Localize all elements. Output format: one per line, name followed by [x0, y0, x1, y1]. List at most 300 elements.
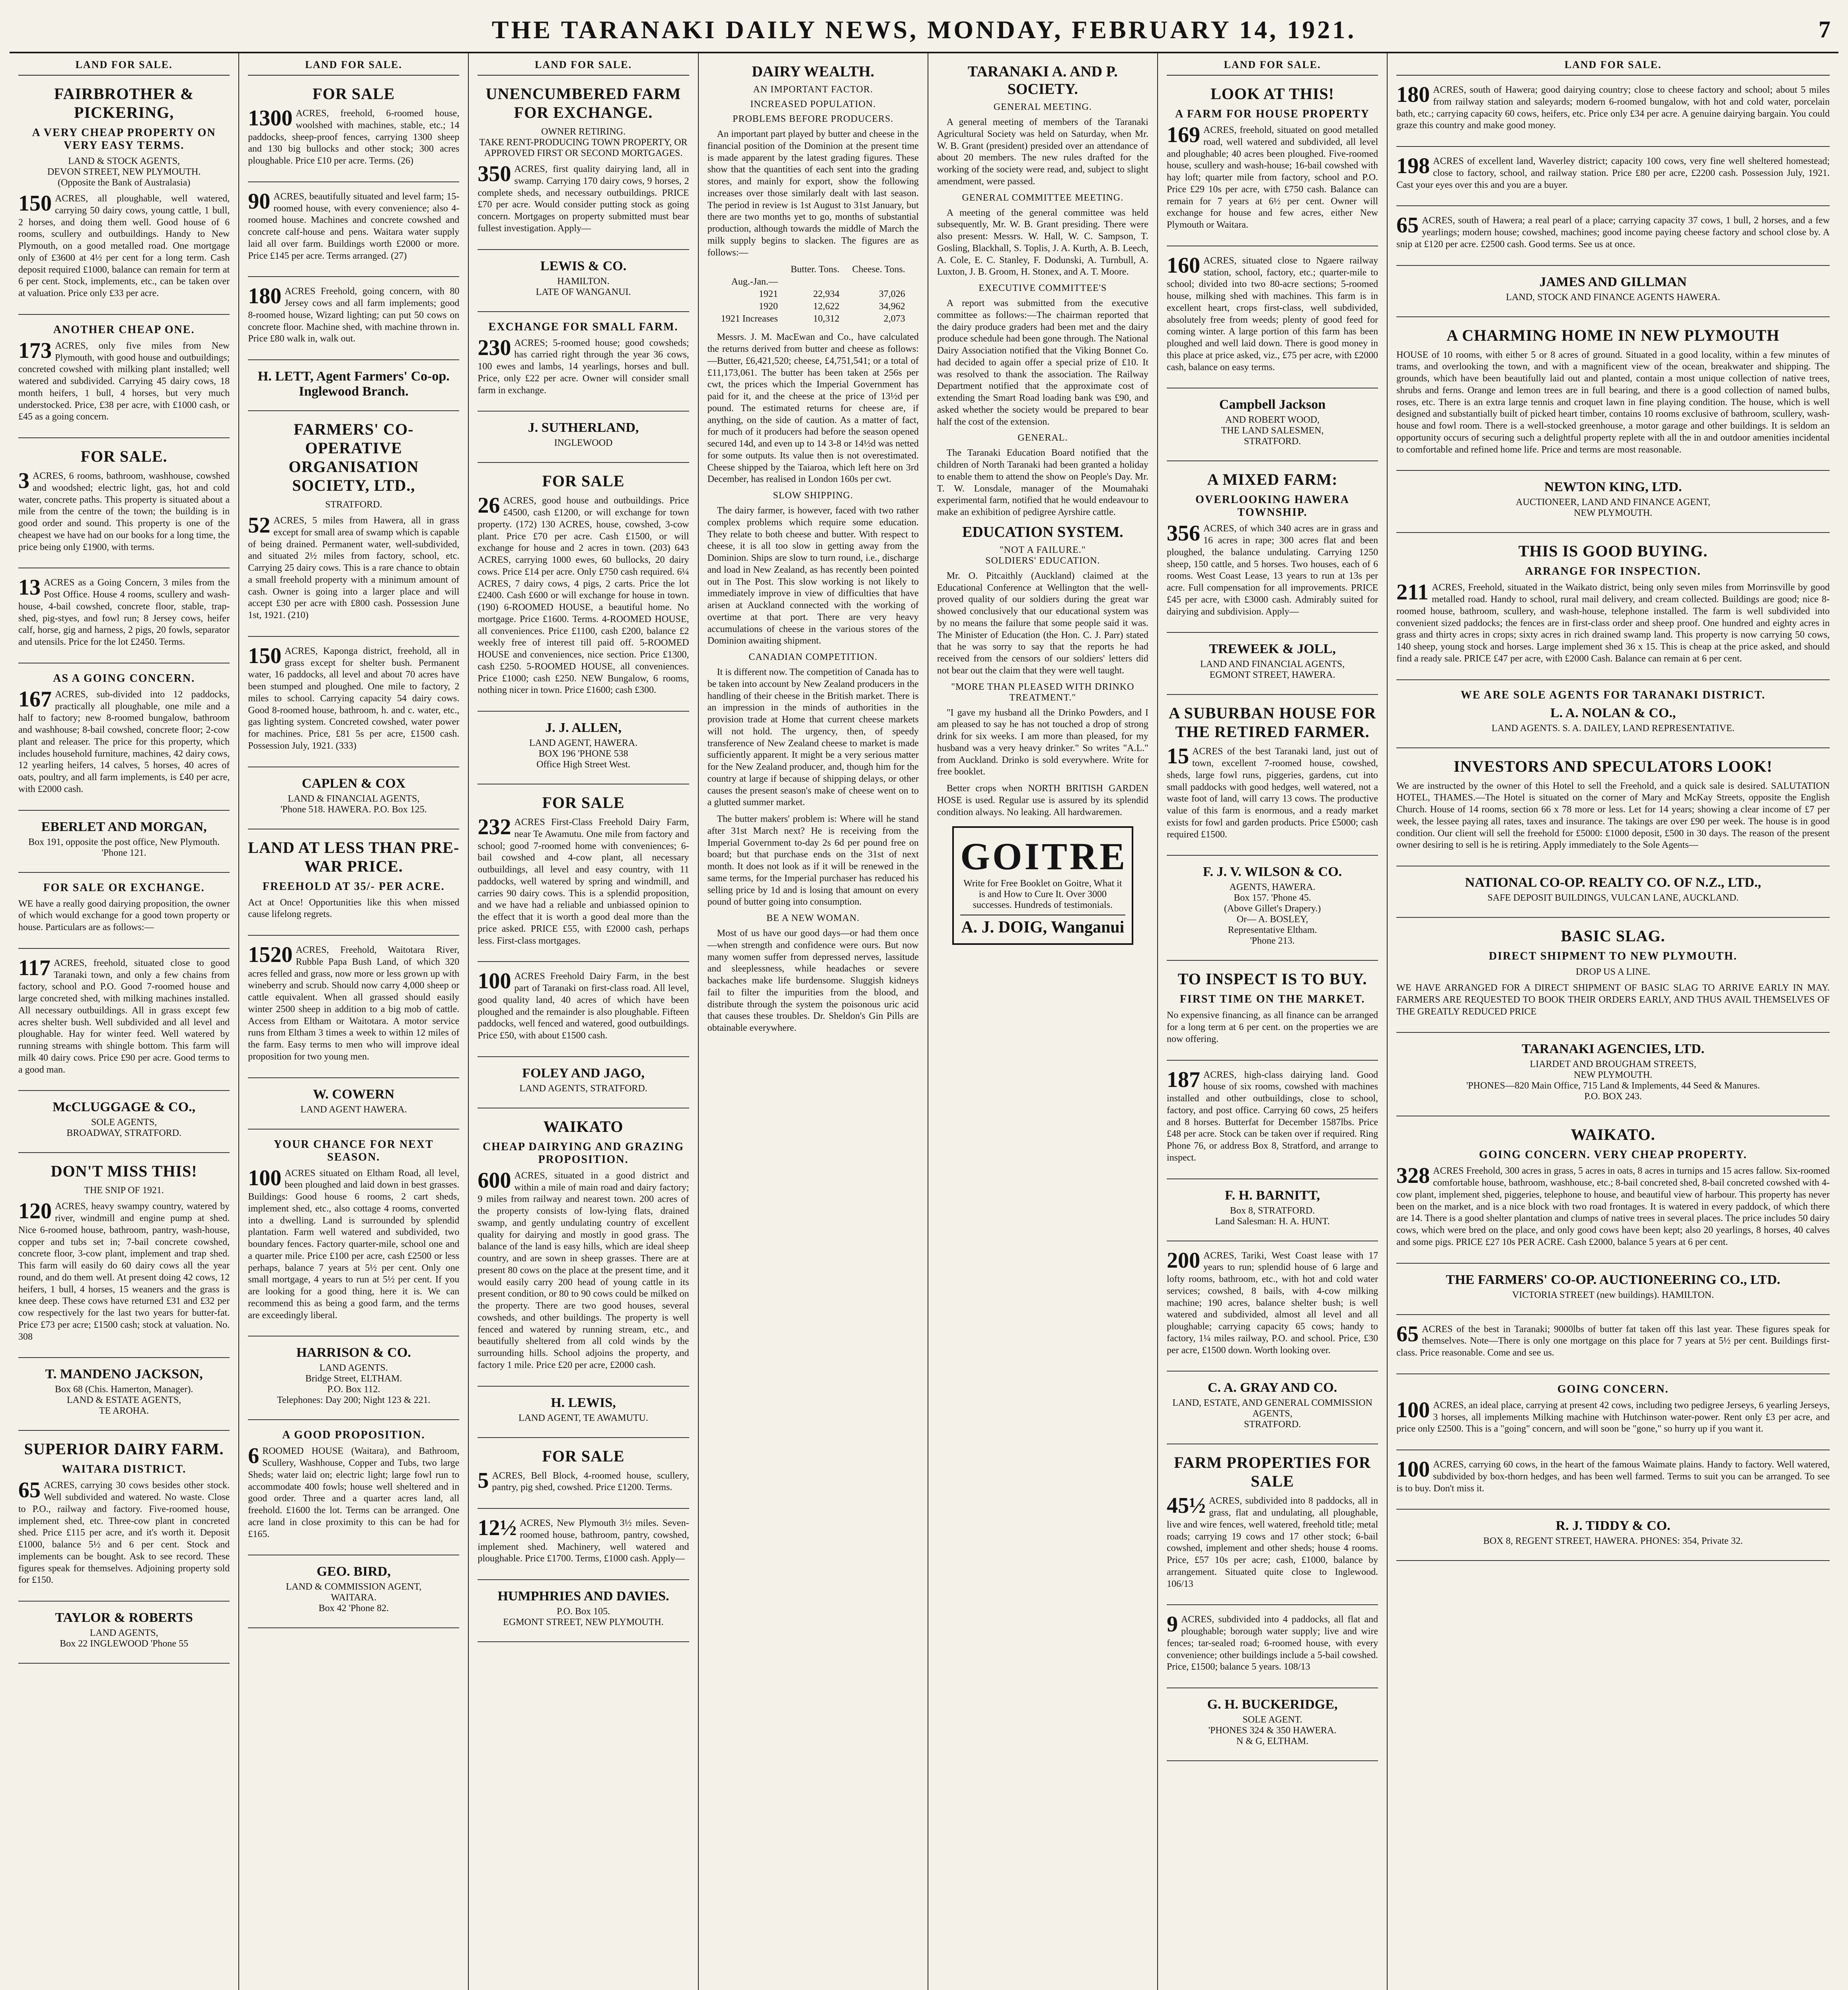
article-paragraph: It is different now. The competition of Canada has to be taken into account by New Zealand producers in the handling of their cheese in the British market. There is an impression in the minds of authorities in the provision trade at Home that current cheese markets will not hold. The urgency, then, of speedy transference of New Zealand cheese to market is made sufficiently apparent. It might be a very serious matter for the New Zealand producer, and, though him for the country at large if because of shipping delays, or other causes the present season's make of cheese went on to a glutted summer market.	[707, 667, 919, 808]
advertisement	[478, 720, 689, 784]
article-paragraph: An important part played by butter and cheese in the financial position of the Dominion at the present time is made apparent by the latest grading figures. These show that the quantities of each sent into the grading stores, and mainly for export, show the following increases over those similarly dealt with last season. The period in review is 1st August to 31st January, but there are two months yet to go, months of substantial production, although towards the middle of March the milk supply begins to slacken. The figures are as follows:—	[707, 129, 919, 258]
table-cell: 34,962	[879, 301, 905, 312]
article-subhead: PROBLEMS BEFORE PRODUCERS.	[733, 114, 894, 124]
masthead-title: THE TARANAKI DAILY NEWS, MONDAY, FEBRUARY 14, 1921.	[491, 16, 1357, 44]
ad-text: ACRES, south of Hawera; a real pearl of a place; carrying capacity 37 cows, 1 bull, 2 horses, and a few yearlings; modern house; cowshed, machines; good income paying cheese factory and school close by. A snip at £120 per acre. £2500 cash. Good terms. See us at once.	[1396, 215, 1830, 250]
agent-details: LAND & FINANCIAL AGENTS, 'Phone 518. HAWERA. P.O. Box 125.	[280, 793, 427, 815]
agent-details: Box 191, opposite the post office, New Plymouth. 'Phone 121.	[28, 837, 220, 858]
agent-name: HUMPHRIES AND DAVIES.	[497, 1589, 669, 1604]
ad-text: HOUSE of 10 rooms, with either 5 or 8 acres of ground. Situated in a good locality, within a few minutes of trams, and overlooking the town, and with a magnificent view of the ocean, breakwater and shipping. The grounds, which have been beautifully laid out and planted, contain a most unique collection of native trees, shrubs and ferns. Orange and lemon trees are in full bearing, and there is a good collection of named bulbs, roses, etc. There is an extra large tennis and croquet lawn in fine playing condition. The house, which is well designed and substantially built of picked heart timber, contains 10 rooms exclusive of bathroom, scullery, wash-house and fowl room. There is a well-stocked greenhouse, a motor garage and other buildings. It is seldom an opportunity occurs of securing such a delightful property replete with all the in and outdoor amenities incidental to comfortable and refined home life. Price and terms are most reasonable.	[1396, 349, 1830, 455]
advertisement	[1167, 864, 1378, 961]
acreage-figure: 600	[478, 1168, 511, 1193]
table-cell: 10,312	[813, 314, 840, 324]
agent-details: LAND, ESTATE, AND GENERAL COMMISSION AGENTS, STRATFORD.	[1172, 1398, 1372, 1430]
agent-name: H. LEWIS,	[551, 1395, 616, 1410]
table-cell: 22,934	[813, 289, 840, 300]
ad-body	[478, 817, 689, 947]
agent-details: LAND AGENTS. Bridge Street, ELTHAM. P.O. Box 112. Telephones: Day 200; Night 123 & 221.	[277, 1363, 431, 1406]
ad-body	[248, 643, 460, 752]
ad-title: FOR SALE	[542, 794, 625, 812]
acreage-figure: 5	[478, 1468, 489, 1493]
ad-body	[1167, 523, 1378, 618]
goitre-line: Write for Free Booklet on Goitre, What it is and How to Cure It. Over 3000 successes. Hundreds of testimonials.	[963, 878, 1122, 911]
acreage-figure: 150	[18, 191, 52, 216]
article-subhead: SLOW SHIPPING.	[773, 490, 853, 501]
agent-details: LAND & COMMISSION AGENT, WAITARA. Box 42 'Phone 82.	[286, 1582, 422, 1614]
agent-name: Campbell Jackson	[1219, 397, 1326, 412]
article-subhead: "MORE THAN PLEASED WITH DRINKO TREATMENT."	[951, 681, 1135, 703]
ad-headline: WAITARA DISTRICT.	[62, 1463, 187, 1476]
agent-details: SOLE AGENTS, BROADWAY, STRATFORD.	[66, 1117, 181, 1139]
article-subhead: BE A NEW WOMAN.	[766, 913, 860, 923]
advertisement	[478, 472, 689, 712]
agent-details: LAND AGENT HAWERA.	[300, 1104, 407, 1115]
ad-headline: GOING CONCERN.	[1557, 1383, 1669, 1395]
ad-headline: A GOOD PROPOSITION.	[282, 1429, 425, 1442]
ad-headline: A FARM FOR HOUSE PROPERTY	[1175, 108, 1370, 120]
ad-text: ACRES; 5-roomed house; good cowsheds; has carried right through the year 36 cows, 100 ewes and lambs, 14 yearlings, horses and bull. Price, only £22 per acre. Owner will consider small farm in exchange.	[478, 338, 689, 396]
acreage-figure: 150	[248, 643, 282, 668]
ad-body	[18, 1201, 230, 1343]
acreage-figure: 9	[1166, 1612, 1178, 1637]
acreage-figure: 15	[1166, 744, 1189, 769]
article-paragraph: Messrs. J. M. MacEwan and Co., have calculated the returns derived from butter and cheese as follows:—Butter, £6,421,520; cheese, £4,751,541; or a total of £11,173,061. The butter has been taken at 256s per cwt, the prices which the Imperial Government has paid for it, and the cheese at the price of 13½d per pound. The estimated returns for cheese are, if anything, on the side of caution. As a matter of fact, for much of it producers had before the season opened secured 14d, and even up to 14 3-8 or 14½d was netted for some outputs. Its value then is not overestimated. Cheese shipped by the Taiaroa, which left here on 3rd December, has realised in London 160s per cwt.	[707, 332, 919, 485]
ad-text: ACRES as a Going Concern, 3 miles from the Post Office. House 4 rooms, scullery and wash-house, 4-bail cowshed, concrete floor, stable, trap-shed, pig-styes, and fowl run; 8 Jersey cows, heifer calf, horse, gig and harness, 2 pigs, 20 fowls, separator and utensils. Price for the lot £2450. Terms.	[18, 577, 230, 647]
ad-title: FAIRBROTHER & PICKERING,	[54, 85, 194, 121]
ad-body	[18, 898, 230, 934]
advertisement	[1396, 1459, 1830, 1510]
article-paragraph: A report was submitted from the executive committee as follows:—The chairman reported that the dairy produce graders had been met and the dairy produce schedule had been gone through. The National Dairy Association notified that the Viking Bonnet Co. had decided to again offer a special prize of £10. It was resolved to thank the association. The Railway Department notified that the approximate cost of extending the Smart Road loading bank was £90, and asked whether the society would be prepared to bear half the cost of the extension.	[937, 298, 1148, 427]
article-subhead: INCREASED POPULATION.	[750, 99, 876, 109]
advertisement	[1396, 1042, 1830, 1116]
table-cell: Aug.-Jan.—	[731, 277, 778, 287]
acreage-figure: 6	[248, 1444, 259, 1469]
column-2	[239, 53, 469, 1990]
ad-text: ACRES, freehold, 6-roomed house, woolshed with machines, stable, etc.; 14 paddocks, sheep-proof fences, carrying 1300 sheep and 130 big bullocks and other stock; 300 acres ploughable. Price £10 per acre. Terms. (26)	[248, 108, 460, 166]
advertisement	[1167, 1380, 1378, 1444]
table-header: Cheese. Tons.	[852, 264, 905, 275]
ad-title: LAND AT LESS THAN PRE-WAR PRICE.	[248, 838, 460, 875]
agent-details: P.O. Box 105. EGMONT STREET, NEW PLYMOUTH.	[503, 1606, 664, 1627]
ad-body	[1167, 1614, 1378, 1673]
agent-details: SOLE AGENT. 'PHONES 324 & 350 HAWERA. N & G, ELTHAM.	[1208, 1715, 1337, 1746]
acreage-figure: 3	[18, 468, 29, 493]
ad-body	[18, 193, 230, 300]
ad-body	[248, 108, 459, 167]
ad-headline: ARRANGE FOR INSPECTION.	[1525, 565, 1701, 578]
acreage-figure: 1520	[248, 942, 293, 967]
ad-body	[1396, 982, 1830, 1018]
advertisement	[1396, 927, 1830, 1033]
agent-name: J. SUTHERLAND,	[528, 420, 639, 435]
advertisement	[1396, 1383, 1830, 1450]
agent-details: LIARDET AND BROUGHAM STREETS, NEW PLYMOUTH. 'PHONES—820 Main Office, 715 Land & Implements, 44 Seed & Manures. P.O. BOX 243.	[1466, 1059, 1760, 1102]
advertisement	[18, 1100, 230, 1153]
ad-text: ACRES situated on Eltham Road, all level, been ploughed and laid down in best grasses. Buildings: Good house 6 rooms, 2 cart sheds, implement shed, etc., also cottage 4 rooms, converted into a dwelling. Land is surrounded by splendid plantation. Farm well watered and subdivided, two boundary fences. Factory quarter-mile, school one and a quarter mile. Price £100 per acre, cash £2500 or less perhaps, balance 7 years at 5½ per cent. Only one small mortgage, 4 years to run at 5½ per cent. If you are looking for a good thing, here it is. We can recommend this as being a good farm, and the terms are exceedingly liberal.	[248, 1168, 460, 1321]
acreage-figure: 120	[18, 1199, 52, 1224]
ad-text: ACRES, an ideal place, carrying at present 42 cows, including two pedigree Jerseys, 6 yearling Jerseys, 3 horses, all implements Milking machine with Hutchinson water-power. Rent only £3 per acre, and price only £2500. This is a "going" concern, and will soon be "gone," so hurry up if you want it.	[1396, 1400, 1830, 1434]
agent-name: TREWEEK & JOLL,	[1209, 642, 1336, 657]
table-row	[715, 276, 912, 288]
section-heading: LAND FOR SALE.	[18, 59, 230, 76]
advertisement	[1396, 875, 1830, 918]
agent-details: VICTORIA STREET (new buildings). HAMILTON.	[1512, 1290, 1714, 1300]
agent-name: G. H. BUCKERIDGE,	[1207, 1697, 1338, 1712]
ad-text: ACRES, good house and outbuildings. Price £4500, cash £1200, or will exchange for town property. (172) 130 ACRES, house, cowshed, 3-cow plant. Price £70 per acre. Cash £1500, or will exchange for house and 2 acres in town. (203) 643 ACRES, carrying 1000 ewes, 60 bullocks, 20 dairy cows. Price £14 per acre. Only £750 cash required. 6¼ ACRES, 7 dairy cows, 4 pigs, 2 carts. Price the lot £2400. Cash £600 or will exchange for house in town. (190) 6-ROOMED HOUSE, a beautiful home. No mortgage. Price £1600. Terms. 4-ROOMED HOUSE, all conveniences. Price £1100, cash £200, balance £2 weekly free of interest till paid off. 5-ROOMED HOUSE and conveniences, nice section. Price £1300, cash £250. 5-ROOMED HOUSE, all conveniences. Price £1000; cash £250. NEW Bungalow, 6 rooms, nothing nicer in town. Price £1600; cash £300.	[478, 496, 689, 696]
advertisement	[18, 955, 230, 1091]
agent-name: F. J. V. WILSON & CO.	[1203, 864, 1342, 880]
agent-details: AUCTIONEER, LAND AND FINANCE AGENT, NEW PLYMOUTH.	[1516, 497, 1711, 519]
acreage-figure: 211	[1396, 580, 1429, 605]
ad-text: ACRES, beautifully situated and level farm; 15-roomed house, with every convenience; also 4-roomed house. Machines and concrete cowshed and concrete calf-house and pens. Waitara water supply laid all over farm. Buildings worth £2000 or more. Price £145 per acre. Terms arranged. (27)	[248, 191, 460, 261]
ad-title: FARMERS' CO-OPERATIVE ORGANISATION SOCIETY, LTD.,	[289, 420, 419, 494]
ad-text: ROOMED HOUSE (Waitara), and Bathroom, Scullery, Washhouse, Copper and Tubs, two large Sheds; water laid on; electric light; large fowl run to accommodate 400 fowls; house well sheltered and in good order. Three and a quarter acres land, all freehold. £1600 the lot. Terms can be arranged. One acre land in close proximity to this can be had for £165.	[248, 1446, 460, 1539]
ad-text: ACRES, high-class dairying land. Good house of six rooms, cowshed with machines installed and other outbuildings, close to school, factory, and post office. Carrying 60 cows, 25 heifers and 8 horses. Butterfat for December 1587lbs. Price £48 per acre. Stock can be taken over if required. Ring Phone 76, or address Box 8, Stratford, and arrange to inspect.	[1166, 1069, 1378, 1163]
agent-name: NEWTON KING, LTD.	[1544, 480, 1682, 495]
ad-body	[248, 286, 459, 345]
table-cell	[784, 276, 846, 288]
advertisement	[18, 324, 230, 438]
ad-headline: FREEHOLD AT 35/- PER ACRE.	[262, 880, 445, 893]
article-subhead: GENERAL MEETING.	[993, 102, 1092, 112]
page-number: 7	[1819, 16, 1830, 43]
acreage-figure: 52	[248, 513, 271, 538]
advertisement	[248, 191, 459, 277]
article-title: DAIRY WEALTH.	[752, 63, 874, 80]
advertisement	[1167, 970, 1378, 1060]
advertisement	[1167, 1453, 1378, 1605]
agent-name: T. MANDENO JACKSON,	[45, 1367, 203, 1382]
acreage-figure: 65	[1396, 213, 1419, 238]
advertisement	[18, 672, 230, 811]
section-heading: LAND FOR SALE.	[478, 59, 689, 76]
article-paragraph: Most of us have our good days—or had them once—when strength and confidence were ours. But now many women suffer from depressed nerves, lassitude and sleeplessness, while headaches or severe backaches make life burdensome. Sluggish kidneys fail to filter the impurities from the blood, and distribute through the system the poisonous uric acid that causes these troubles. Dr. Sheldon's Gin Pills are obtainable everywhere.	[707, 928, 919, 1033]
acreage-figure: 160	[1166, 253, 1200, 278]
advertisement	[1396, 1321, 1830, 1374]
advertisement	[478, 420, 689, 463]
ad-body	[18, 340, 230, 423]
ad-text: ACRES, Freehold, Waitotara River, Rubble Papa Bush Land, of which 320 acres felled and grass, now more or less grown up with wineberry and scrub. Should now carry 4,000 sheep or cattle equivalent. When all grassed should easily winter 2500 sheep in addition to a big mob of cattle. Access from Eltham or Waitotara. A motor service runs from Eltham 3 times a week to within 12 miles of the farm. Easy terms to men who will improve ideal proposition for two young men.	[248, 945, 460, 1062]
article-subhead: GENERAL COMMITTEE MEETING.	[962, 192, 1124, 203]
goitre-advert	[952, 826, 1133, 945]
advertisement	[478, 971, 689, 1057]
acreage-figure: 167	[18, 687, 52, 712]
goitre-word: GOITRE	[960, 835, 1128, 878]
ad-title: DON'T MISS THIS!	[51, 1162, 197, 1180]
agent-details: AGENTS, HAWERA. Box 157. 'Phone 45. (Above Gillet's Drapery.) Or— A. BOSLEY, Representative Eltham. 'Phone 213.	[1224, 882, 1321, 946]
table-cell: 1920	[758, 301, 778, 312]
ad-title: FOR SALE	[542, 1447, 625, 1465]
advertisement	[248, 420, 459, 637]
advertisement	[1167, 397, 1378, 461]
ad-body	[1396, 156, 1830, 191]
ad-text: ACRES, only five miles from New Plymouth, with good house and outbuildings; concreted cowshed with milking plant installed; well watered and subdivided. Carrying 45 dairy cows, 18 month heifers, 1 bull, 4 horses, but very much understocked. Price, £38 per acre, with £1000 cash, or £45 as a going concern.	[18, 340, 230, 422]
section-heading: LAND FOR SALE.	[1167, 59, 1378, 76]
ad-title: A CHARMING HOME IN NEW PLYMOUTH	[1446, 326, 1780, 344]
acreage-figure: 13	[18, 575, 41, 600]
advertisement	[18, 1367, 230, 1431]
advertisement	[1396, 275, 1830, 317]
agent-name: L. A. NOLAN & CO.,	[1550, 705, 1676, 720]
advertisement	[1396, 480, 1830, 533]
advertisement	[1167, 1614, 1378, 1688]
ad-text: WE have a really good dairying proposition, the owner of which would exchange for a good town property or house. Particulars are as follows:—	[18, 898, 230, 933]
ad-body	[478, 164, 689, 235]
ad-body	[1167, 125, 1378, 231]
article-paragraph: The butter makers' problem is: Where will he stand after 31st March next? He is receiving from the Imperial Government to-day 2s 6d per pound free on board; but that purchase ends on the 31st of next month. It does not look as if it will be renewed in the same terms, for the Imperial purchaser has reduced his selling price by 1d and is losing that amount on every pound of butter going into consumption.	[707, 814, 919, 907]
ad-text: WE HAVE ARRANGED FOR A DIRECT SHIPMENT OF BASIC SLAG TO ARRIVE EARLY IN MAY. FARMERS ARE REQUESTED TO BOOK THEIR ORDERS EARLY, AND THUS AVAIL THEMSELVES OF THE GREATLY REDUCED PRICE	[1396, 983, 1830, 1017]
column-7	[1388, 53, 1838, 1990]
ad-body	[1396, 780, 1830, 852]
ad-text: ACRES, New Plymouth 3½ miles. Seven-roomed house, bathroom, pantry, cowshed, implement shed. Machinery, well watered and ploughable. Price £1700. Terms, £1000 cash. Apply—	[478, 1518, 689, 1564]
agent-name: TAYLOR & ROBERTS	[55, 1610, 193, 1625]
ad-body	[478, 1470, 689, 1494]
ad-title: FOR SALE	[312, 85, 395, 103]
acreage-figure: 12½	[478, 1516, 517, 1540]
ad-body	[248, 897, 459, 921]
ad-body	[1396, 1397, 1830, 1435]
acreage-figure: 328	[1396, 1163, 1430, 1188]
ad-title: A SUBURBAN HOUSE FOR THE RETIRED FARMER.	[1168, 704, 1376, 741]
ad-body	[1396, 1165, 1830, 1248]
ad-body	[1167, 1010, 1378, 1045]
advertisement	[1396, 215, 1830, 265]
ad-headline: CHEAP DAIRYING AND GRAZING PROPOSITION.	[482, 1140, 684, 1166]
ad-title: UNENCUMBERED FARM FOR EXCHANGE.	[485, 85, 681, 121]
advertisement	[248, 1429, 459, 1555]
acreage-figure: 26	[478, 493, 500, 518]
agent-details: Box 8, STRATFORD. Land Salesman: H. A. HUNT.	[1215, 1205, 1330, 1227]
ad-text: ACRES, south of Hawera; good dairying country; close to cheese factory and school; about 5 miles from railway station and saleyards; modern 6-roomed bungalow, with hot and cold water, porcelain bath, etc.; carrying capacity 60 cows, heifers, etc. Price only £34 per acre. A genuine dairying bargain. You could graze this country and make good money.	[1396, 85, 1830, 131]
masthead	[10, 8, 1838, 53]
agent-name: LEWIS & CO.	[540, 258, 627, 273]
section-heading: LAND FOR SALE.	[1396, 59, 1830, 76]
ad-title: A MIXED FARM:	[1207, 470, 1338, 489]
article-paragraph: The Taranaki Education Board notified that the children of North Taranaki had been granted a holiday to enable them to attend the show on People's Day. Mr. T. W. Lonsdale, manager of the Moumahaki experimental farm, notified that he would endeavour to make an exhibition of pedigree Ayrshire cattle.	[937, 448, 1148, 517]
ad-body	[478, 971, 689, 1042]
ad-headline: AS A GOING CONCERN.	[53, 672, 195, 685]
advertisement	[18, 84, 230, 315]
ad-body	[248, 1165, 460, 1322]
ad-title: BASIC SLAG.	[1561, 927, 1665, 945]
advertisement	[1167, 704, 1378, 856]
ad-text: Act at Once! Opportunities like this when missed cause lifelong regrets.	[248, 897, 460, 920]
table-cell: 12,622	[813, 301, 840, 312]
ad-body	[1396, 582, 1830, 665]
ad-body	[1396, 84, 1830, 132]
advertisement	[478, 1447, 689, 1509]
table-cell: 37,026	[879, 289, 905, 300]
agent-name: FOLEY AND JAGO,	[522, 1065, 645, 1081]
column-1	[10, 53, 239, 1990]
table-cell: 2,073	[883, 314, 905, 324]
article-subhead: "NOT A FAILURE." SOLDIERS' EDUCATION.	[985, 544, 1100, 566]
table-cell	[846, 276, 911, 288]
ad-body	[478, 335, 689, 397]
column-3	[469, 53, 698, 1990]
article-title: TARANAKI A. AND P. SOCIETY.	[967, 63, 1118, 98]
advertisement	[1167, 470, 1378, 633]
acreage-figure: 187	[1166, 1067, 1200, 1092]
advertisement	[478, 1518, 689, 1580]
ad-text: ACRES, sub-divided into 12 paddocks, practically all ploughable, one mile and a half to factory; new 8-roomed bungalow, bathroom and washhouse; 8-bail cowshed, concrete floor; 2-cow plant and releaser. The price for this property, which includes household furniture, machines, 42 dairy cows, 12 yearling heifers, 14 calves, 5 horses, 40 acres of oats, poultry, and all farm implements, is £40 per acre, with £2000 cash.	[18, 689, 230, 794]
acreage-figure: 1300	[248, 106, 293, 131]
ad-text: ACRES, all ploughable, well watered, carrying 50 dairy cows, young cattle, 1 bull, 2 horses, and doing them well. Good house of 6 rooms, scullery and outbuildings. Handy to New Plymouth, on a good metalled road. One mortgage only of £3600 at 4½ per cent for a long term. Cash deposit required £1000, balance can remain for term at 6 per cent. Stock, implements, etc., can be taken over at valuation. Price only £33 per acre.	[18, 193, 230, 298]
agent-details: BOX 8, REGENT STREET, HAWERA. PHONES: 354, Private 32.	[1483, 1536, 1743, 1547]
agent-details: LAND AGENTS, Box 22 INGLEWOOD 'Phone 55	[60, 1628, 189, 1649]
ad-subtitle: STRATFORD.	[325, 499, 382, 510]
ad-body	[18, 1480, 230, 1586]
agent-details: AND ROBERT WOOD, THE LAND SALESMEN, STRATFORD.	[1221, 415, 1324, 447]
acreage-figure: 100	[248, 1165, 282, 1190]
advertisement	[1167, 1250, 1378, 1372]
ad-body	[248, 515, 459, 622]
ad-text: ACRES, Bell Block, 4-roomed house, scullery, pantry, pig shed, cowshed. Price £1200. Terms.	[492, 1470, 689, 1493]
agent-details: SAFE DEPOSIT BUILDINGS, VULCAN LANE, AUCKLAND.	[1487, 893, 1739, 903]
agent-name: HARRISON & CO.	[296, 1345, 411, 1360]
ad-text: ACRES, 6 rooms, bathroom, washhouse, cowshed and woodshed; electric light, gas, hot and cold water, concrete paths. This property is situated about a mile from the centre of the town; the building is in good order and sound. This property is one of the cheapest we have had on our books for a long time, the price being only £1900, with terms.	[18, 471, 230, 552]
ad-text: ACRES, carrying 60 cows, in the heart of the famous Waimate plains. Handy to factory. Well watered, subdivided by box-thorn hedges, and has been well farmed. Terms to suit you can be arranged. To see is to buy. Don't miss it.	[1396, 1459, 1830, 1494]
acreage-figure: 356	[1166, 521, 1200, 546]
article-paragraph: Better crops when NORTH BRITISH GARDEN HOSE is used. Regular use is assured by its splendid condition always. No leaking. All hardwaremen.	[937, 783, 1148, 817]
agent-name: W. COWERN	[313, 1087, 395, 1102]
agent-details: LAND AGENT, HAWERA. BOX 196 'PHONE 538 Office High Street West.	[529, 738, 638, 770]
acreage-figure: 350	[478, 162, 511, 186]
advertisement	[1396, 1272, 1830, 1315]
acreage-figure: 90	[248, 189, 271, 214]
acreage-figure: 180	[248, 284, 282, 309]
table-row	[715, 288, 912, 300]
agent-details: Box 68 (Chis. Hamerton, Manager). LAND & ESTATE AGENTS, TE AROHA.	[55, 1384, 193, 1416]
advertisement	[478, 1395, 689, 1438]
advertisement	[248, 286, 459, 360]
advertisement	[18, 1162, 230, 1358]
table-header	[715, 263, 784, 276]
acreage-figure: 200	[1166, 1248, 1200, 1273]
column-5-ap-society	[928, 53, 1158, 1990]
ad-text: ACRES Freehold, 300 acres in grass, 5 acres in oats, 8 acres in turnips and 15 acres fallow. Six-roomed comfortable house, bathroom, washhouse, etc.; 8-bail concreted shed, 8-bail concreted cowshed with 4-cow plant, implement shed, piggeries, telephone to house, and beautiful view of harbour. This property has never been on the market, and is a nice block with two road frontages. It is watered in every paddock, of which there are 14. There is a good shelter plantation and clumps of native trees in several places. The price includes 50 dairy cows, which were bred on the place, and only good cows have been kept; also 20 yearlings, 8 horses, 40 calves and some pigs. PRICE £27 10s PER ACRE. Cash £2000, balance 5 years at 6 per cent.	[1396, 1166, 1830, 1247]
agent-name: THE FARMERS' CO-OP. AUCTIONEERING CO., LTD.	[1446, 1272, 1780, 1287]
acreage-figure: 100	[478, 969, 511, 994]
advertisement	[478, 259, 689, 312]
article-subhead: EXECUTIVE COMMITTEE'S	[979, 283, 1107, 293]
ad-text: ACRES, Tariki, West Coast lease with 17 years to run; splendid house of 6 large and lofty rooms, bathroom, etc., with hot and cold water services; cowshed, 8 bails, with 4-cow milking machine; 190 acres, balance shelter bush; is well watered and subdivided, almost all level and all ploughable; carrying capacity 65 cows; handy to factory, 1¼ miles railway, P.O. and school. Price, £30 per acre, £1500 down. Worth looking over.	[1166, 1250, 1378, 1356]
advertisement	[1396, 689, 1830, 748]
column-6	[1158, 53, 1388, 1990]
article-paragraph: The dairy farmer, is however, faced with two rather complex problems which require some education. They relate to both cheese and butter. With respect to cheese, it is all too slow in getting away from the Dominion. Ships are slow to turn round, i.e., discharge and load in New Zealand, as has recently been pointed out in The Post. This slow working is not likely to immediately improve in view of difficulties that have arisen at Auckland connected with the working of overtime at that port. There are very heavy accumulations of cheese in the various stores of the Dominion awaiting shipment.	[707, 505, 919, 646]
ad-subtitle: OWNER RETIRING. TAKE RENT-PRODUCING TOWN PROPERTY, OR APPROVED FIRST OR SECOND MORTGAGES.	[479, 127, 688, 158]
agent-details: LAND AGENTS. S. A. DAILEY, LAND REPRESENTATIVE.	[1491, 723, 1735, 734]
agent-name: J. J. ALLEN,	[545, 720, 622, 735]
ad-body	[1167, 1069, 1378, 1164]
advertisement	[18, 1610, 230, 1664]
advertisement	[478, 1589, 689, 1642]
agent-details: LAND AND FINANCIAL AGENTS, EGMONT STREET, HAWERA.	[1200, 659, 1345, 681]
agent-name: F. H. BARNITT,	[1225, 1188, 1320, 1203]
advertisement	[18, 882, 230, 949]
advertisement	[248, 776, 459, 829]
article-subhead: AN IMPORTANT FACTOR.	[753, 84, 873, 95]
advertisement	[18, 447, 230, 568]
advertisement	[248, 84, 459, 182]
ad-body	[18, 689, 230, 796]
ad-body	[1396, 1321, 1830, 1359]
ad-title: WAIKATO	[543, 1117, 624, 1135]
ad-text: No expensive financing, as all finance can be arranged for a long term at 6 per cent. on the properties we are now offering.	[1166, 1010, 1378, 1044]
ad-headline: FIRST TIME ON THE MARKET.	[1179, 993, 1365, 1006]
table-cell: 1921 Increases	[721, 314, 778, 324]
advertisement	[1167, 1188, 1378, 1241]
ad-body	[1167, 1495, 1378, 1590]
ad-text: ACRES, situated close to Ngaere railway station, school, factory, etc.; quarter-mile to school; divided into two 80-acre sections; 5-roomed house, milking shed with machines. This farm is in excellent heart, crops first-class, well subdivided, absolutely free from weeds; plenty of good feed for coming winter. A large portion of this farm has been ploughed and well laid down. There is good money in this place at price asked, viz., £75 per acre, with £2000 cash, balance on easy terms.	[1166, 255, 1378, 373]
advertisement	[248, 1345, 459, 1420]
ad-body	[248, 1446, 459, 1540]
ad-body	[1167, 746, 1378, 841]
agent-name: NATIONAL CO-OP. REALTY CO. OF N.Z., LTD.,	[1465, 875, 1761, 890]
agent-details: LAND AGENT, TE AWAMUTU.	[519, 1413, 648, 1423]
acreage-figure: 100	[1396, 1457, 1430, 1482]
table-header-row	[715, 263, 912, 276]
agent-name: McCLUGGAGE & CO.,	[53, 1100, 196, 1115]
ad-body	[18, 470, 230, 553]
ad-subtitle: DROP US A LINE.	[1576, 967, 1651, 977]
acreage-figure: 65	[1396, 1321, 1419, 1346]
advertisement	[248, 1087, 459, 1130]
acreage-figure: 230	[478, 335, 511, 360]
columns	[10, 53, 1838, 1990]
agent-details: INGLEWOOD	[554, 438, 613, 449]
advertisement	[248, 944, 459, 1078]
article-title: EDUCATION SYSTEM.	[962, 523, 1123, 540]
ad-text: ACRES, carrying 30 cows besides other stock. Well subdivided and watered. No waste. Close to P.O., railway and factory. Five-roomed house, implement shed, etc. Three-cow plant in concreted shed. Price £115 per acre, and it's worth it. Deposit £1000, balance 5½ and 6 per cent. Stock and implements can be bought. Ask to see record. These figures speak for themselves. Adjoining property sold for £150.	[18, 1480, 230, 1586]
agent-name: R. J. TIDDY & CO.	[1556, 1518, 1671, 1533]
ad-title: FOR SALE.	[80, 447, 168, 465]
table-cell: 1921	[758, 289, 778, 300]
advertisement	[1396, 1518, 1830, 1561]
acreage-figure: 232	[478, 815, 511, 839]
acreage-figure: 169	[1166, 123, 1200, 147]
agent-name: C. A. GRAY AND CO.	[1207, 1380, 1337, 1395]
ad-title: FOR SALE	[542, 472, 625, 490]
advertisement	[478, 1066, 689, 1108]
advertisement	[248, 1138, 459, 1337]
ad-text: ACRES, Kaponga district, freehold, all in grass except for shelter bush. Permanent water, 16 paddocks, all level and about 70 acres have been stumped and ploughed. One mile to factory, 2 miles to school. Carrying capacity 54 dairy cows. Good 8-roomed house, bathroom, h. and c. water, etc., gas lighting system. Concreted cowshed, water power for machines. Price, £81 5s per acre, £1500 cash. Possession July, 1921. (333)	[248, 646, 460, 751]
dairy-figures-table	[715, 263, 912, 325]
ad-text: ACRES of excellent land, Waverley district; capacity 100 cows, very fine well sheltered homestead; close to factory, school, and railway station. Price £80 per acre, £2200 cash. Possession July, 1921. Cast your eyes over this and you are a buyer.	[1396, 156, 1830, 190]
agent-name: GEO. BIRD,	[316, 1564, 391, 1579]
agent-name: H. LETT, Agent Farmers' Co-op. Inglewood Branch.	[257, 369, 450, 399]
ad-text: ACRES, subdivided into 4 paddocks, all flat and ploughable; borough water supply; live and wire fences; tar-sealed road; 6-roomed house, with every convenience; other buildings include a 5-bail cowshed. Price, £1500; balance 5 years. 108/13	[1166, 1614, 1378, 1672]
advertisement	[1396, 156, 1830, 206]
advertisement	[248, 369, 459, 411]
advertisement	[248, 1564, 459, 1628]
ad-text: ACRES of the best Taranaki land, just out of town, excellent 7-roomed house, cowshed, sheds, large fowl runs, piggeries, gardens, cut into small paddocks with good hedges, well watered, not a waste foot of land, will carry 13 cows. The productive value of this farm is enormous, and a ready market exists for fowl and garden products. Price £5000; cash required £1500.	[1166, 746, 1378, 840]
advertisement	[1396, 1125, 1830, 1263]
ad-text: ACRES, heavy swampy country, watered by river, windmill and engine pump at shed. Nice 6-roomed house, bathroom, pantry, wash-house, copper and tubs set in; 7-bail concrete cowshed, concrete floor, 3-cow plant, implement and trap shed. This farm will easily do 60 dairy cows all the year round, and do them well. At present doing 42 cows, 12 heifers, 1 bull, 4 horses, 15 weaners and the grass is knee deep. These cows have returned £31 and £32 per cow respectively for the last two years for butter-fat. Price £73 per acre; £1500 cash; stock at valuation. No. 308	[18, 1201, 230, 1342]
ad-body	[478, 495, 689, 696]
article-subhead: GENERAL.	[1018, 433, 1068, 443]
ad-body	[1396, 215, 1830, 250]
agent-name: TARANAKI AGENCIES, LTD.	[1522, 1042, 1705, 1057]
goitre-name: A. J. DOIG, Wanganui	[960, 915, 1125, 937]
advertisement	[1167, 1697, 1378, 1761]
advertisement	[1396, 757, 1830, 867]
ad-text: ACRES Freehold, going concern, with 80 Jersey cows and all farm implements; good 8-roomed house, Wizard lighting; can put 50 cows on concrete floor. Machine shed, with machine thrown in. Price £80 walk in, walk out.	[248, 286, 460, 344]
advertisement	[18, 577, 230, 663]
ad-subtitle: THE SNIP OF 1921.	[84, 1185, 164, 1196]
ad-text: ACRES Freehold Dairy Farm, in the best part of Taranaki on first-class road. All level, good quality land, 40 acres of which have been ploughed and the remainder is also ploughable. Fifteen paddocks, well fenced and watered, good outbuildings. Price £50, with about £1500 cash.	[478, 971, 689, 1041]
acreage-figure: 117	[18, 955, 51, 980]
